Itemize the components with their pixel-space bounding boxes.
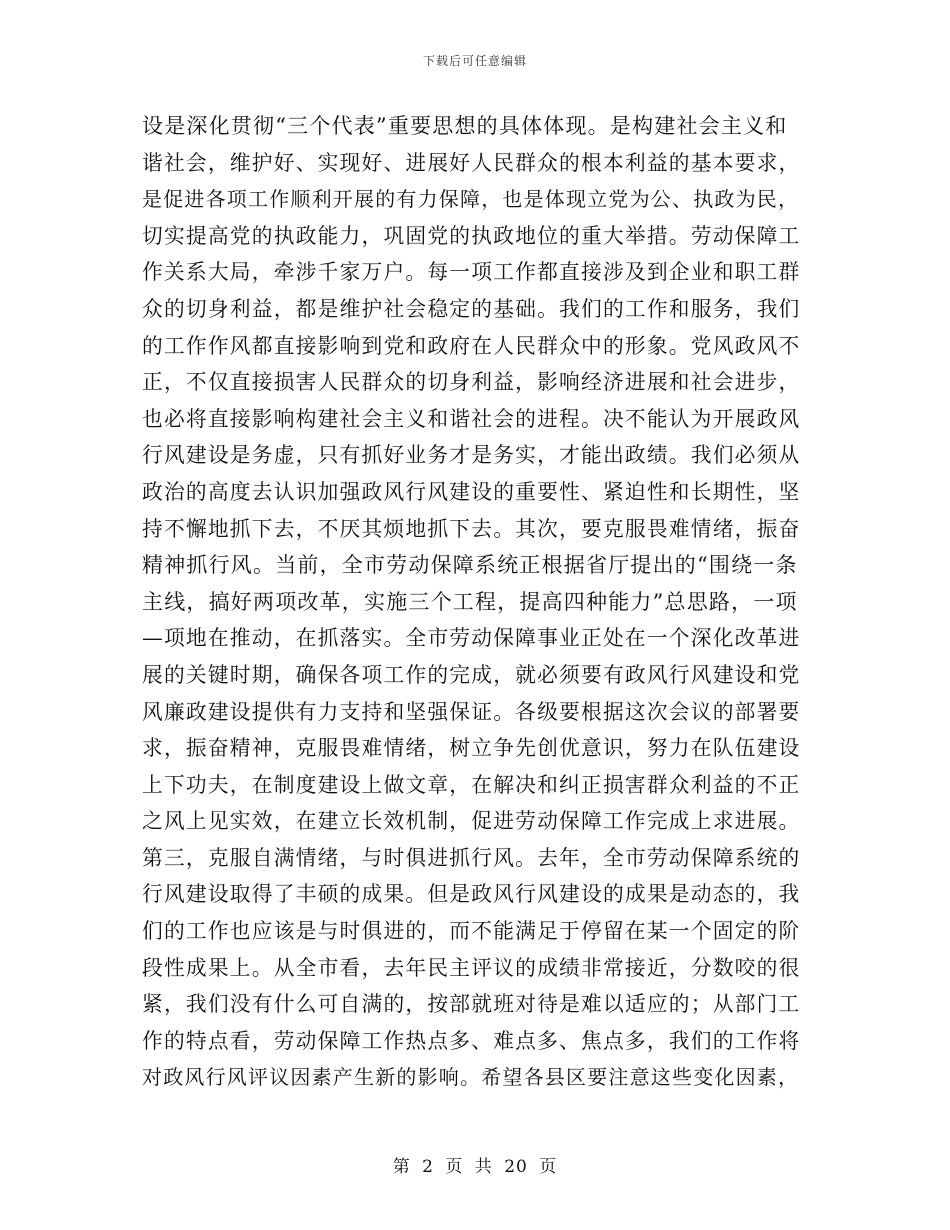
body-line-23: 们的工作也应该是与时俱进的，而不能满足于停留在某一个固定的阶: [142, 919, 801, 944]
body-line-9: 也必将直接影响构建社会主义和谐社会的进程。决不能认为开展政风: [142, 406, 801, 431]
page-header: 下载后可任意编辑: [422, 54, 527, 68]
body-line-24: 段性成果上。从全市看，去年民主评议的成绩非常接近，分数咬的很: [142, 955, 801, 980]
body-line-5: 作关系大局，牵涉千家万户。每一项工作都直接涉及到企业和职工群: [142, 260, 801, 285]
body-line-20: 之风上见实效，在建立长效机制，促进劳动保障工作完成上求进展。: [142, 809, 801, 834]
body-line-8: 正，不仅直接损害人民群众的切身利益，影响经济进展和社会进步，: [142, 370, 801, 395]
body-line-3: 是促进各项工作顺利开展的有力保障，也是体现立党为公、执政为民，: [142, 187, 800, 212]
body-line-11: 政治的高度去认识加强政风行风建设的重要性、紧迫性和长期性，坚: [142, 479, 801, 504]
body-line-17: 风廉政建设提供有力支持和坚强保证。各级要根据这次会议的部署要: [142, 699, 801, 724]
body-line-14: 主线，搞好两项改革，实施三个工程，提高四种能力”总思路，一项: [142, 589, 798, 614]
body-line-16: 展的关键时期，确保各项工作的完成，就必须要有政风行风建设和党: [142, 662, 801, 687]
body-line-1: 设是深化贯彻“三个代表”重要思想的具体体现。是构建社会主义和: [142, 114, 788, 138]
body-line-12: 持不懈地抓下去，不厌其烦地抓下去。其次，要克服畏难情绪，振奋: [142, 516, 801, 541]
body-line-6: 众的切身利益，都是维护社会稳定的基础。我们的工作和服务，我们: [142, 296, 801, 321]
body-line-13: 精神抓行风。当前，全市劳动保障系统正根据省厅提出的“围绕一条: [142, 553, 798, 578]
body-line-26: 作的特点看，劳动保障工作热点多、难点多、焦点多，我们的工作将: [142, 1028, 801, 1053]
body-line-15: —项地在推动，在抓落实。全市劳动保障事业正处在一个深化改革进: [142, 626, 801, 651]
body-line-21: 第三，克服自满情绪，与时俱进抓行风。去年，全市劳动保障系统的: [142, 845, 801, 870]
body-line-2: 谐社会，维护好、实现好、进展好人民群众的根本利益的基本要求，: [142, 150, 801, 175]
body-line-19: 上下功夫，在制度建设上做文章，在解决和纠正损害群众利益的不正: [142, 772, 801, 797]
page-number-footer: 第 2 页 共 20 页: [392, 1157, 558, 1177]
body-line-18: 求，振奋精神，克服畏难情绪，树立争先创优意识，努力在队伍建设: [142, 736, 801, 761]
body-line-4: 切实提高党的执政能力，巩固党的执政地位的重大举措。劳动保障工: [142, 223, 801, 248]
document-body: [142, 108, 804, 1096]
body-line-27: 对政风行风评议因素产生新的影响。希望各县区要注意这些变化因素，: [142, 1065, 800, 1090]
body-line-22: 行风建设取得了丰硕的成果。但是政风行风建设的成果是动态的，我: [142, 882, 801, 907]
body-line-7: 的工作作风都直接影响到党和政府在人民群众中的形象。党风政风不: [142, 333, 801, 358]
body-line-25: 紧，我们没有什么可自满的，按部就班对待是难以适应的；从部门工: [142, 992, 801, 1017]
body-line-10: 行风建设是务虚，只有抓好业务才是务实，才能出政绩。我们必须从: [142, 443, 801, 468]
